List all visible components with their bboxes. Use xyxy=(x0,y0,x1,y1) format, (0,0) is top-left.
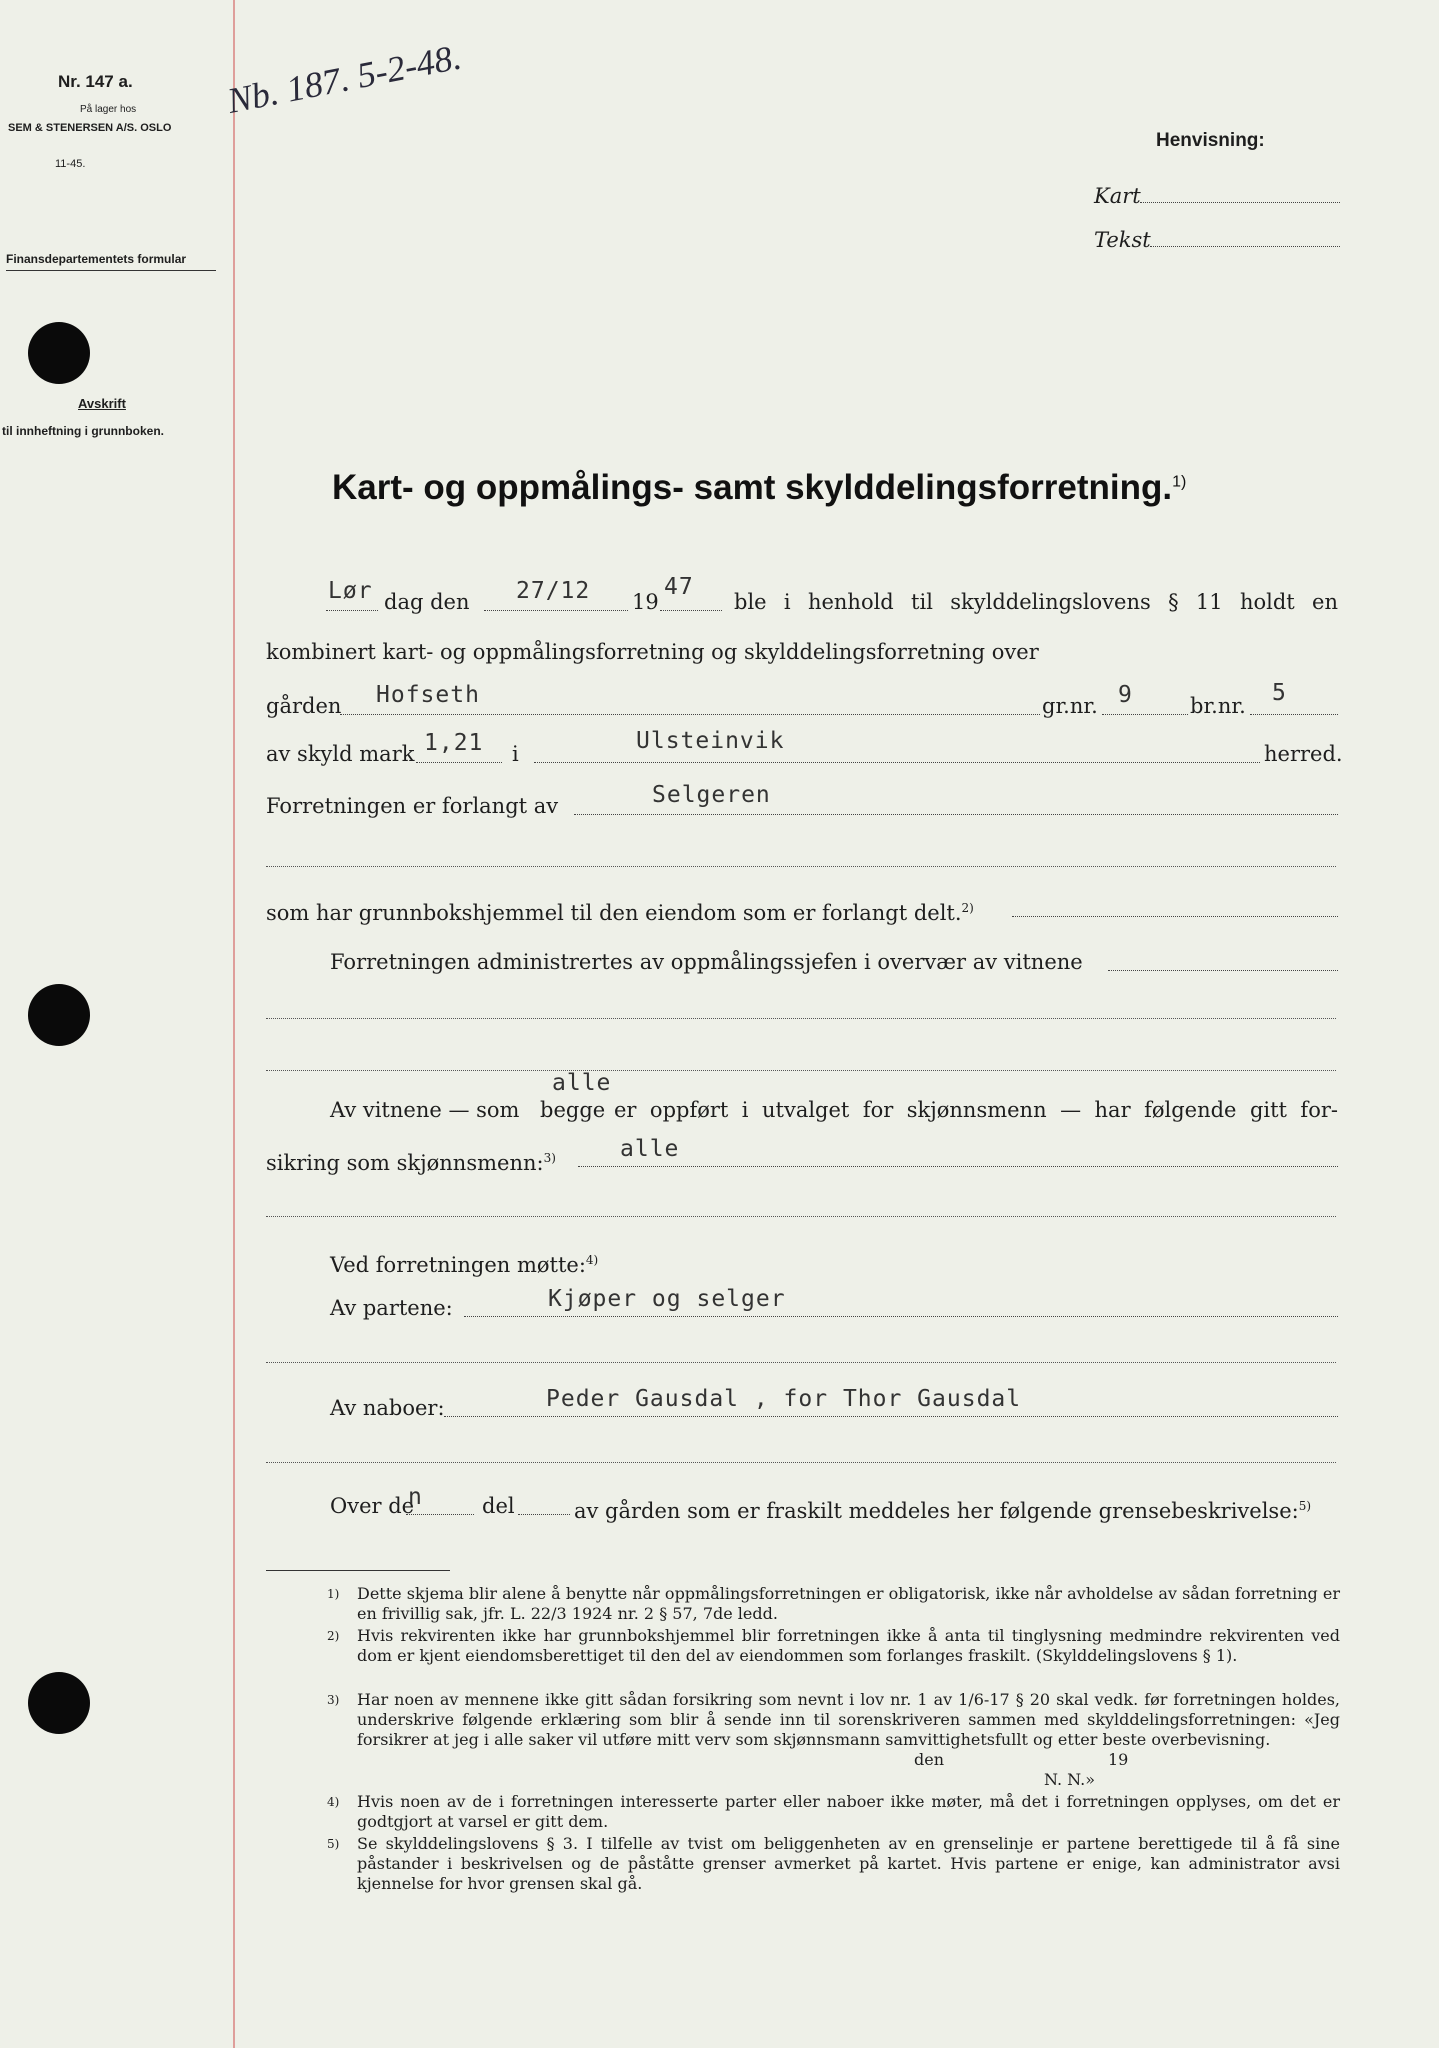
garden-typed: Hofseth xyxy=(376,682,480,708)
avskrift-sub: til innheftning i grunnboken. xyxy=(2,424,164,438)
forsikring-field xyxy=(578,1166,1338,1167)
department-divider xyxy=(6,270,216,271)
naboer-field xyxy=(444,1416,1338,1417)
henvisning-label: Henvisning: xyxy=(1156,130,1265,151)
kart-label: Kart xyxy=(1094,184,1141,208)
vitner-field-2 xyxy=(266,1018,1336,1019)
tekst-label: Tekst xyxy=(1094,228,1151,252)
administrert-line: Forretningen administrertes av oppmålingssjefen i overvær av vitnene xyxy=(330,950,1083,974)
dag-den-label: dag den xyxy=(384,590,470,614)
form-date: 11-45. xyxy=(55,158,86,170)
partene-field-2 xyxy=(266,1362,1336,1363)
over-typed: n xyxy=(408,1484,423,1510)
form-number: Nr. 147 a. xyxy=(58,72,133,91)
garden-label: gården xyxy=(266,694,342,718)
grnr-label: gr.nr. xyxy=(1042,694,1098,718)
grnr-field xyxy=(1102,714,1188,715)
over-label-a: Over de xyxy=(330,1494,415,1518)
brnr-field xyxy=(1250,714,1338,715)
naboer-label: Av naboer: xyxy=(330,1396,445,1420)
forlangt-label: Forretningen er forlangt av xyxy=(266,794,559,818)
publisher-line1: På lager hos xyxy=(80,104,137,115)
year-typed: 47 xyxy=(664,574,694,600)
footnote-3: 3) Har noen av mennene ikke gitt sådan forsikring som nevnt i lov nr. 1 av 1/6-17 § 20 skal vedk. før forretningen holdes, underskrive følgende erklæring som blir å sende inn til sorenskriveren sammen med skylddelingsforretningen: «Jeg forsikrer at jeg i alle saker vil utføre mitt verv som skjønnsmann samvittighetsfullt og etter beste overbevisning. den 19 N. N.» xyxy=(327,1690,1340,1789)
footnote-4: 4) Hvis noen av de i forretningen interesserte parter eller naboer ikke møter, må det i forretningen opplyses, om det er godtgjort at varsel er gitt dem. xyxy=(327,1792,1340,1831)
footnote-divider xyxy=(266,1570,450,1571)
forlangt-field-2 xyxy=(266,866,1336,867)
brnr-label: br.nr. xyxy=(1190,694,1246,718)
over-label-c: av gården som er fraskilt meddeles her følgende grensebeskrivelse:$^{5)}$ xyxy=(574,1499,1312,1523)
naboer-typed: Peder Gausdal , for Thor Gausdal xyxy=(546,1386,1022,1412)
partene-typed: Kjøper og selger xyxy=(548,1286,786,1312)
vitner-above-typed: alle xyxy=(552,1070,612,1096)
footnote-1: 1) Dette skjema blir alene å benytte når oppmålingsforretningen er obligatorisk, ikke når avholdelse av sådan forretning er en frivillig sak, jfr. L. 22/3 1924 nr. 2 § 57, 7de ledd. xyxy=(327,1584,1340,1623)
day-typed: Lør xyxy=(328,578,373,604)
punch-hole-middle xyxy=(28,984,90,1046)
document-title: Kart- og oppmålings- samt skylddelingsforretning.$^{1)}$ xyxy=(332,468,1187,507)
grunnbok-line: som har grunnbokshjemmel til den eiendom som er forlangt delt.$^{2)}$ xyxy=(266,901,974,925)
kart-field xyxy=(1140,202,1340,203)
forsikring-typed: alle xyxy=(620,1136,680,1162)
garden-field xyxy=(340,714,1040,715)
sentence2: kombinert kart- og oppmålingsforretning og skylddelingsforretning over xyxy=(266,640,1039,664)
vitner-line-a: Av vitnene — som xyxy=(330,1098,520,1122)
i-label: i xyxy=(512,742,519,766)
department-label: Finansdepartementets formular xyxy=(6,252,187,266)
footnote-5: 5) Se skylddelingslovens § 3. I tilfelle av tvist om beliggenheten av en grenselinje er partene berettigede til å få sine påstander i beskrivelsen og de påståtte grenser avmerket på kartet. Hvis partene er enige, kan administrator avsi kjennelse for hvor grensen skal gå. xyxy=(327,1834,1340,1893)
herred-typed: Ulsteinvik xyxy=(636,728,785,754)
forlangt-field xyxy=(574,814,1338,815)
date-field xyxy=(484,610,628,611)
vitner-line-b: er oppført i utvalget for skjønnsmenn — har følgende gitt for- xyxy=(614,1098,1338,1122)
vitner-strike: begge xyxy=(540,1098,606,1122)
mote-label: Ved forretningen møtte:$^{4)}$ xyxy=(330,1253,599,1277)
skyld-label: av skyld mark xyxy=(266,742,415,766)
tekst-field xyxy=(1150,246,1340,247)
year-prefix: 19 xyxy=(632,590,659,614)
skyld-field xyxy=(416,762,502,763)
forlangt-typed: Selgeren xyxy=(652,782,771,808)
footnote-2: 2) Hvis rekvirenten ikke har grunnbokshjemmel blir forretningen ikke å anta til tinglysning medmindre rekvirenten ved dom er kjent eiendomsberettiget til den del av eiendommen som forlanges fraskilt. (Skylddelingslovens § 1). xyxy=(327,1626,1340,1665)
avskrift-label: Avskrift xyxy=(78,396,126,411)
year-field xyxy=(660,610,722,611)
forsikring-label: sikring som skjønnsmenn:$^{3)}$ xyxy=(266,1151,556,1175)
forsikring-field-2 xyxy=(266,1216,1336,1217)
over-label-b: del xyxy=(482,1494,515,1518)
partene-label: Av partene: xyxy=(330,1296,453,1320)
day-field xyxy=(326,610,378,611)
vitner-field xyxy=(1108,970,1338,971)
publisher-line2: SEM & STENERSEN A/S. OSLO xyxy=(8,122,172,134)
naboer-field-2 xyxy=(266,1462,1336,1463)
over-field-1 xyxy=(406,1514,474,1515)
handwritten-reference: Nb. 187. 5-2-48. xyxy=(224,36,465,122)
over-field-2 xyxy=(518,1514,570,1515)
grunnbok-field xyxy=(1012,916,1338,917)
partene-field xyxy=(464,1316,1338,1317)
punch-hole-top xyxy=(28,322,90,384)
skyld-typed: 1,21 xyxy=(424,730,484,756)
herred-field xyxy=(534,762,1260,763)
brnr-typed: 5 xyxy=(1272,680,1287,706)
grnr-typed: 9 xyxy=(1118,682,1133,708)
sentence1-rest: ble i henhold til skylddelingslovens § 11 holdt en xyxy=(734,590,1338,614)
vitner-field-3 xyxy=(266,1070,1336,1071)
herred-label: herred. xyxy=(1264,742,1343,766)
date-typed: 27/12 xyxy=(516,578,591,604)
